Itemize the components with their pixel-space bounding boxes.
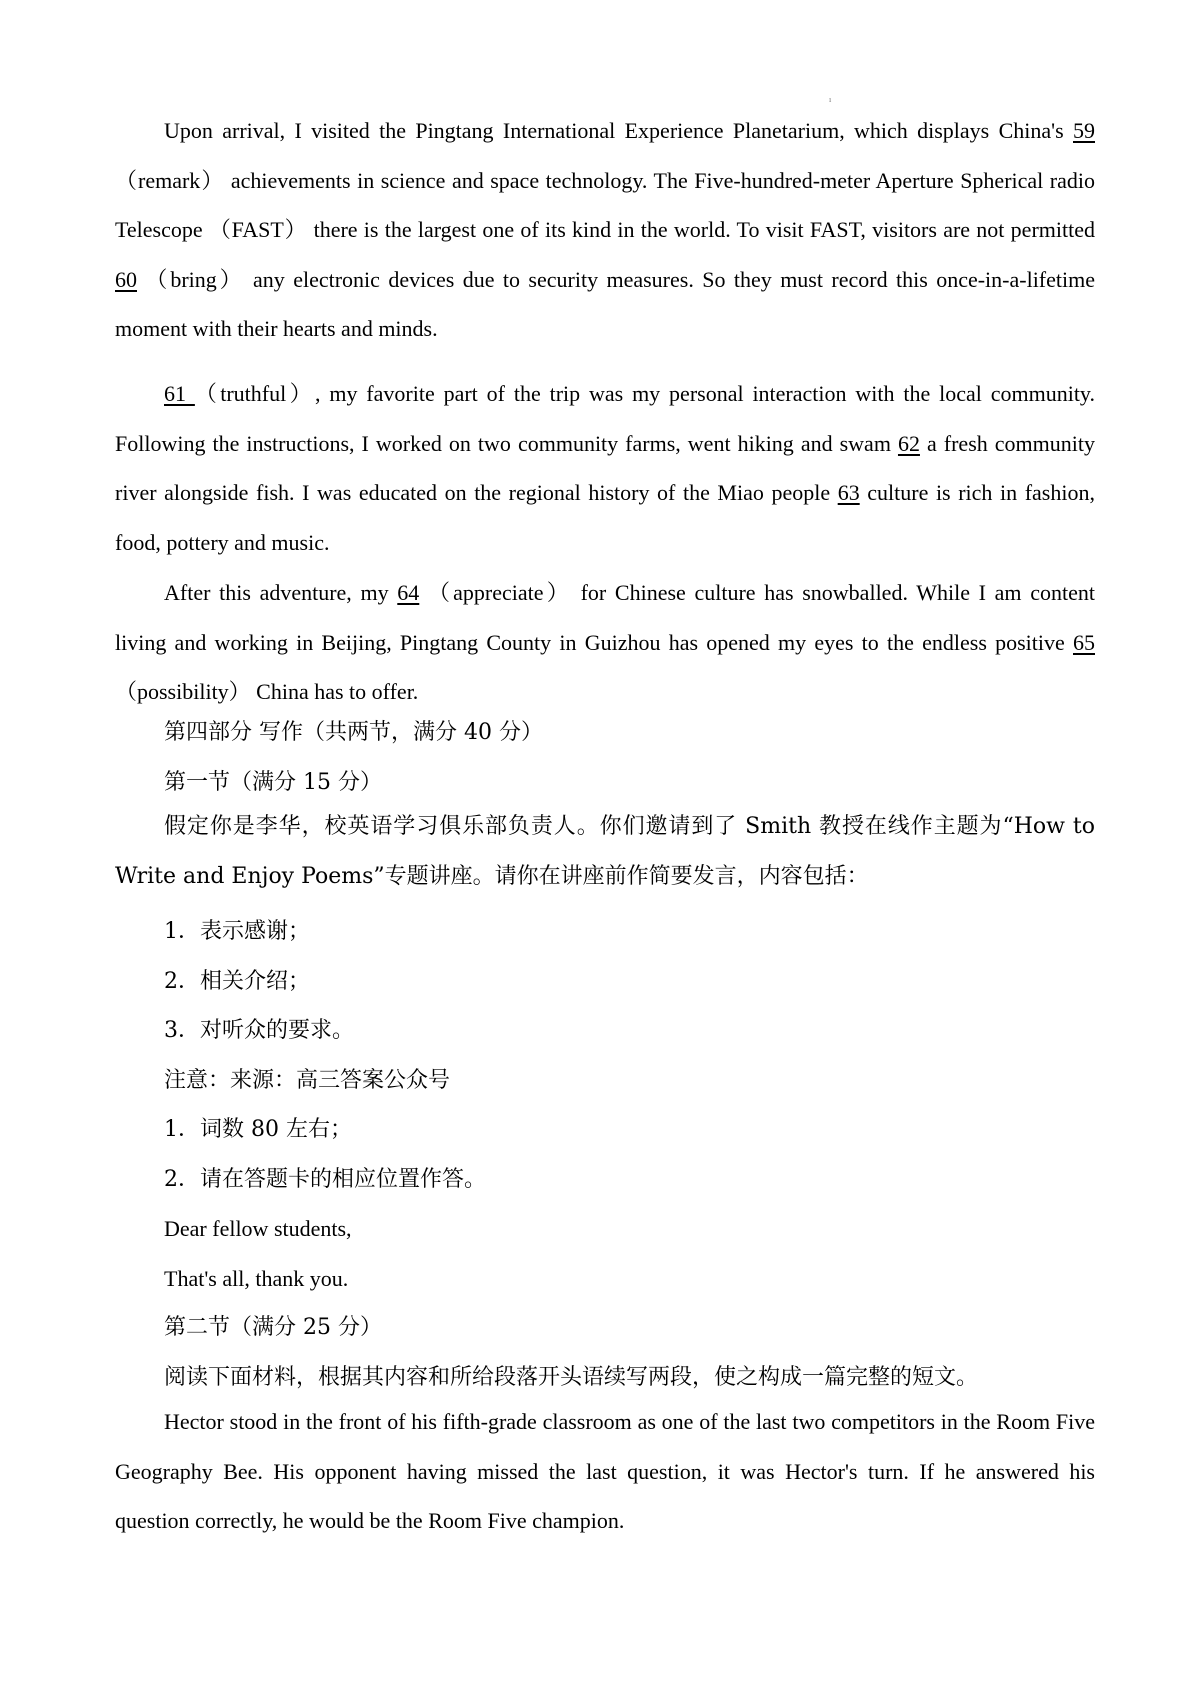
blank-62: 62 — [897, 430, 920, 456]
blank-65: 65 — [1073, 629, 1095, 655]
salutation: Dear fellow students, — [164, 1216, 352, 1241]
text-run: Upon arrival, I visited the Pingtang International Experience Planetarium, which displays China's — [164, 118, 1073, 143]
blank-59: 59 — [1073, 118, 1095, 143]
header-mark: ı — [829, 95, 832, 104]
blank-63: 63 — [837, 480, 860, 505]
passage-paragraph-2 — [115, 369, 1095, 567]
text-run: （appreciate） for Chinese culture has snowballed. While I am content living and working in Beijing, Pingtang County in Guizhou has opened my eyes to the endless positive — [115, 580, 1095, 655]
section1-prompt — [115, 802, 1095, 901]
passage-paragraph-1 — [115, 106, 1095, 354]
text-run: culture is rich in fashion, food, pottery and music. — [115, 480, 1095, 555]
blank-64: 64 — [397, 580, 420, 605]
text-run: （possibility） China has to offer. — [115, 679, 419, 704]
point-item: 2．相关介绍； — [164, 969, 310, 994]
prompt-text: 假定你是李华，校英语学习俱乐部负责人。你们邀请到了 Smith 教授在线作主题为“How to Write and Enjoy Poems”专题讲座。请你在讲座前作简要发言，内容包括： — [115, 814, 1095, 889]
text-run: （remark） achievements in science and space technology. The Five-hundred-meter Aperture Spherical radio Telescope （FAST） there is the largest one of its kind in the world. To visit FAST, visitors are not permitted — [115, 167, 1095, 242]
section1-title: 第一节（满分 15 分） — [164, 770, 382, 795]
text-run: a fresh community river alongside fish. I was educated on the regional history of the Miao people — [115, 430, 1095, 505]
point-item: 3．对听众的要求。 — [164, 1018, 354, 1043]
note-item: 2．请在答题卡的相应位置作答。 — [164, 1167, 486, 1192]
closing: That's all, thank you. — [164, 1266, 349, 1291]
text-run: （truthful）, my favorite part of the trip was my personal interaction with the local community. Following the instructions, I worked on two community farms, went hiking and swam — [115, 381, 1096, 456]
section2-title: 第二节（满分 25 分） — [164, 1315, 382, 1340]
passage-paragraph-3 — [115, 568, 1095, 717]
story-text: Hector stood in the front of his fifth-grade classroom as one of the last two competitors in the Room Five Geography Bee. His opponent having missed the last question, it was Hector's turn. If he answered his question correctly, he would be the Room Five champion. — [115, 1409, 1095, 1533]
section2-prompt: 阅读下面材料，根据其内容和所给段落开头语续写两段，使之构成一篇完整的短文。 — [164, 1365, 979, 1390]
text-run: （bring） any electronic devices due to security measures. So they must record this once-in-a-lifetime moment with their hearts and minds. — [115, 266, 1095, 341]
note-item: 1．词数 80 左右； — [164, 1117, 352, 1142]
blank-60: 60 — [115, 266, 137, 292]
story-paragraph-1 — [115, 1397, 1095, 1546]
blank-61: 61 — [164, 381, 195, 406]
note-title: 注意：来源：高三答案公众号 — [164, 1068, 451, 1093]
text-run: After this adventure, my — [164, 580, 398, 605]
point-item: 1．表示感谢； — [164, 919, 310, 944]
part-title: 第四部分 写作（共两节，满分 40 分） — [164, 720, 543, 745]
